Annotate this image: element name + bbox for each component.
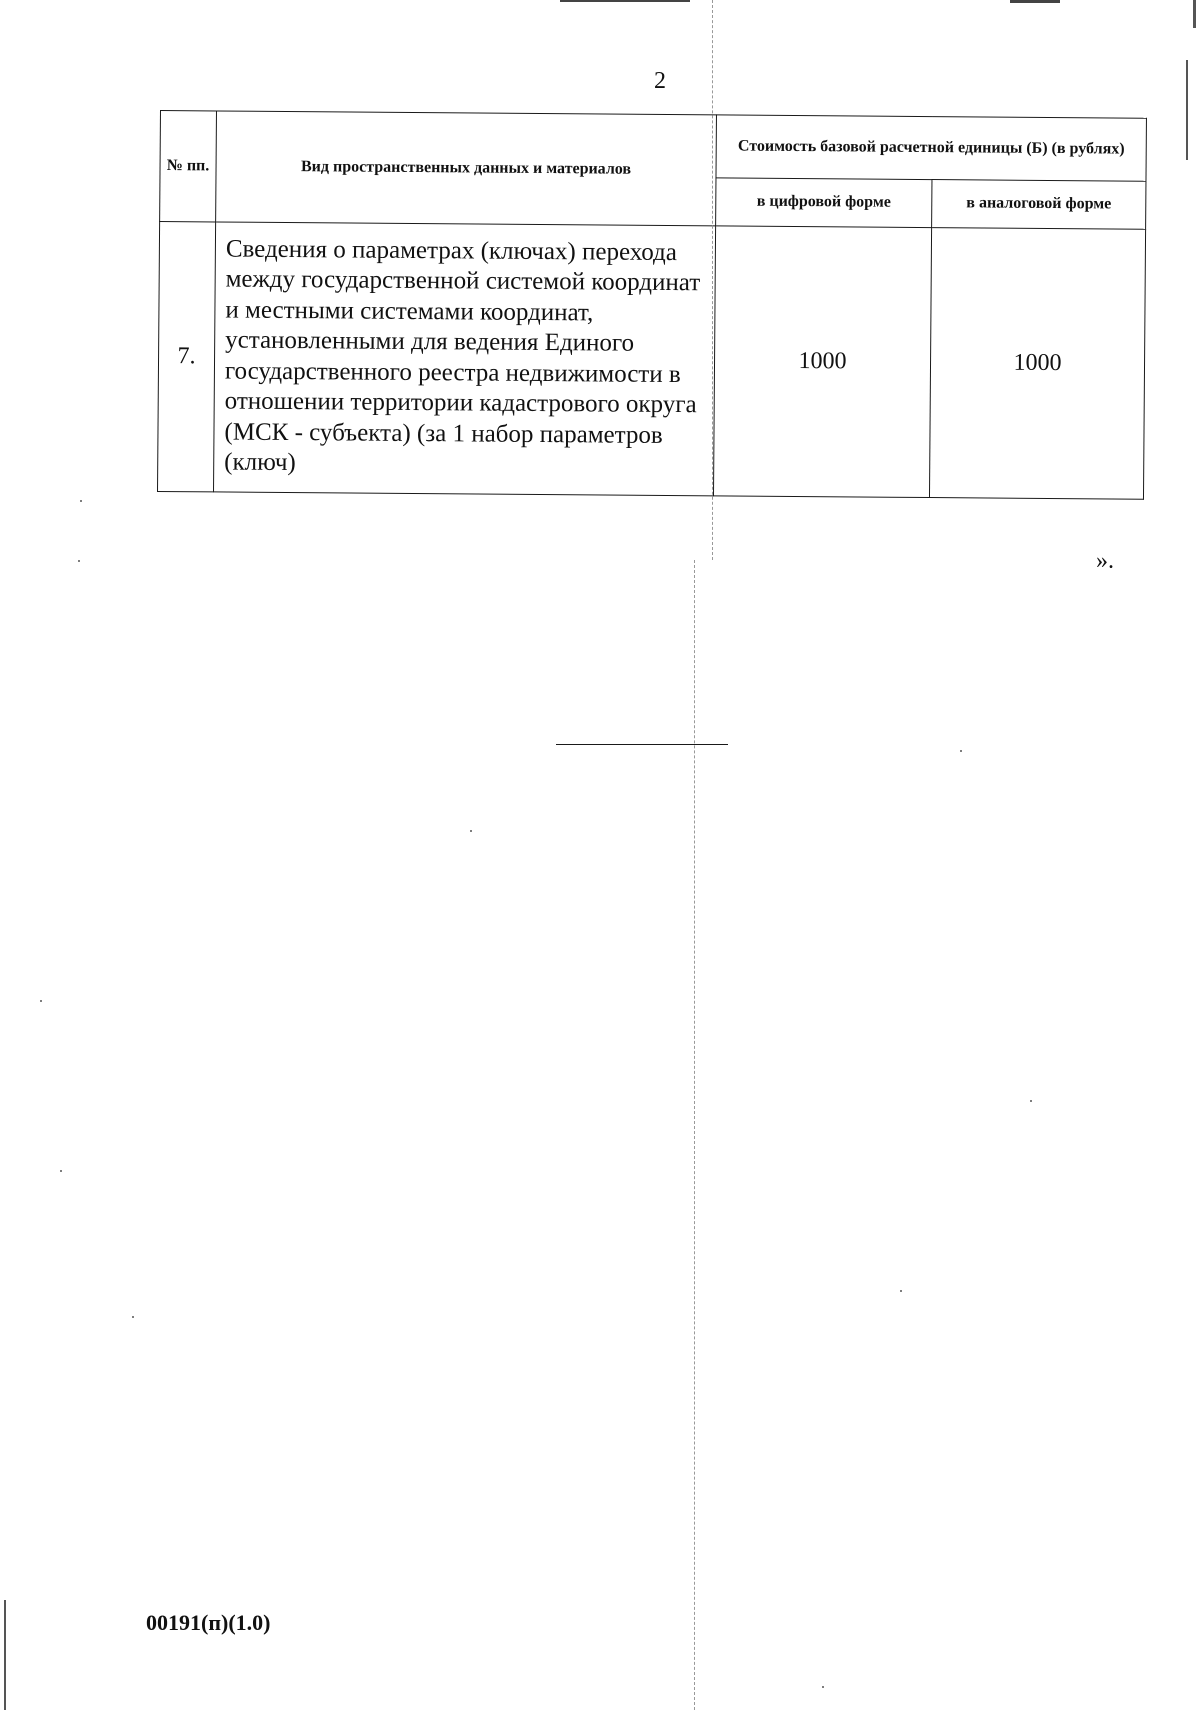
header-base-unit-cost: Стоимость базовой расчетной единицы (Б) (в рублях) bbox=[716, 115, 1146, 181]
scan-edge-noise bbox=[4, 1600, 6, 1710]
scan-speck bbox=[78, 560, 80, 562]
scan-speck bbox=[470, 830, 472, 832]
closing-quote: ». bbox=[1096, 548, 1114, 574]
scan-fold-line bbox=[694, 560, 695, 1710]
scan-speck bbox=[960, 750, 962, 752]
scan-speck bbox=[60, 1170, 62, 1172]
scan-speck bbox=[1030, 1100, 1032, 1102]
scan-speck bbox=[132, 1316, 134, 1318]
scan-speck bbox=[822, 1686, 824, 1688]
scan-edge-noise bbox=[1186, 60, 1188, 160]
header-num: № пп. bbox=[160, 111, 217, 222]
scan-fold-line bbox=[712, 0, 713, 560]
scan-top-edge-line bbox=[560, 0, 690, 2]
header-analog-form: в аналоговой форме bbox=[932, 180, 1146, 230]
row-digital-cost: 1000 bbox=[713, 226, 931, 498]
row-analog-cost: 1000 bbox=[929, 228, 1145, 500]
document-code: 00191(п)(1.0) bbox=[146, 1610, 271, 1635]
scan-speck bbox=[40, 1000, 42, 1002]
scan-speck bbox=[80, 500, 82, 502]
scan-speck bbox=[900, 1290, 902, 1292]
page-number: 2 bbox=[654, 68, 666, 94]
end-divider-line bbox=[556, 744, 728, 745]
scan-top-edge-line bbox=[1010, 0, 1060, 3]
tariff-table bbox=[157, 110, 1147, 500]
table-row bbox=[158, 222, 1146, 500]
header-digital-form: в цифровой форме bbox=[716, 178, 932, 228]
row-number: 7. bbox=[158, 222, 216, 492]
row-description: Сведения о параметрах (ключах) перехода между государственной системой координат и местными системами координат, установленными для ведения Единого государственного реестра недвижимости в отношении территории кадастрового округа (МСК - субъекта) (за 1 набор параметров (ключ) bbox=[214, 222, 716, 496]
tariff-table-container bbox=[157, 110, 1146, 500]
scan-edge-noise bbox=[1193, 0, 1196, 28]
header-data-type: Вид пространственных данных и материалов bbox=[216, 111, 717, 226]
